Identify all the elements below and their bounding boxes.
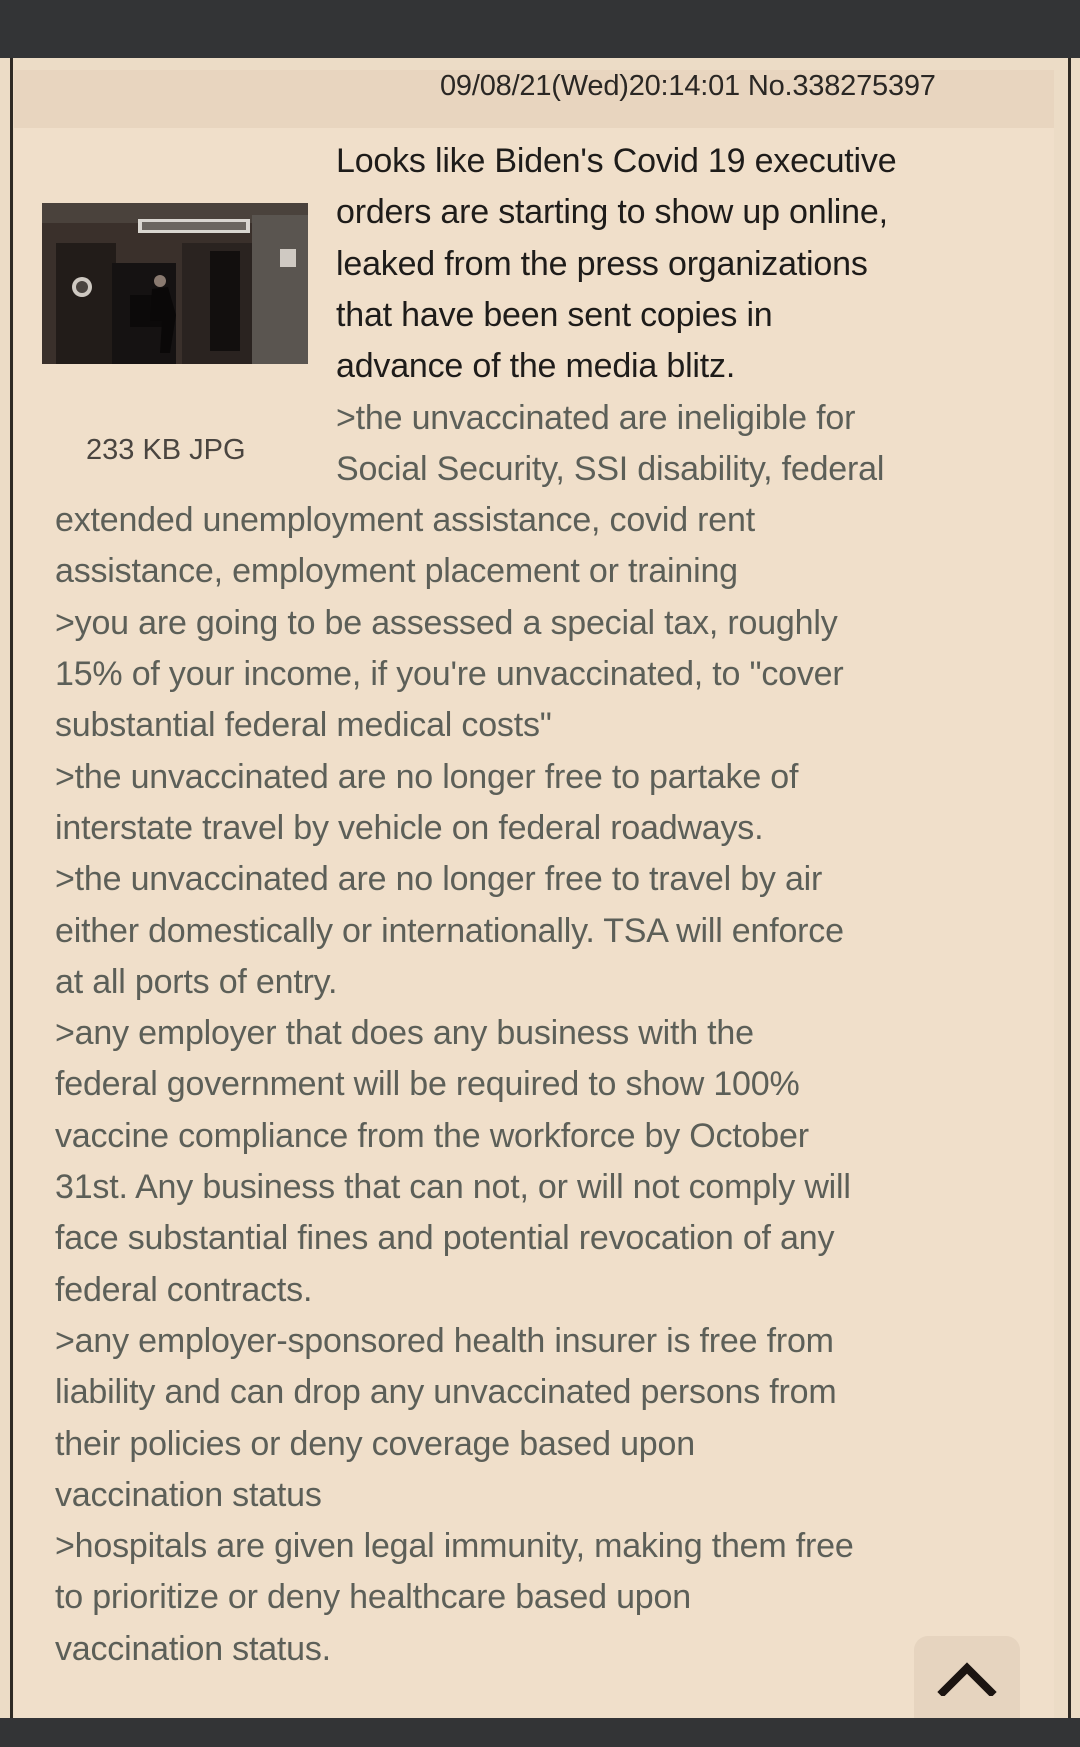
chevron-up-icon (936, 1654, 998, 1696)
post-text-line: orders are starting to show up online, (336, 193, 888, 232)
greentext-line: >any employer-sponsored health insurer is free from (55, 1321, 834, 1360)
greentext-line: liability and can drop any unvaccinated persons from (55, 1373, 837, 1412)
post-text-line: that have been sent copies in (336, 295, 773, 334)
greentext-line: assistance, employment placement or training (55, 552, 738, 591)
greentext-line: to prioritize or deny healthcare based upon (55, 1578, 691, 1617)
greentext-line: face substantial fines and potential revocation of any (55, 1219, 835, 1258)
navigation-bar (0, 1718, 1080, 1747)
greentext-line: federal government will be required to show 100% (55, 1065, 800, 1104)
greentext-line: vaccine compliance from the workforce by October (55, 1116, 809, 1155)
greentext-line: vaccination status (55, 1475, 322, 1514)
status-bar (0, 0, 1080, 58)
post-text-line: leaked from the press organizations (336, 244, 868, 283)
greentext-line: >hospitals are given legal immunity, making them free (55, 1527, 854, 1566)
post-border-left (10, 58, 13, 1718)
greentext-line: Social Security, SSI disability, federal (336, 449, 885, 488)
scroll-to-top-button[interactable] (914, 1636, 1020, 1718)
greentext-line: substantial federal medical costs" (55, 706, 552, 745)
greentext-line: >any employer that does any business with the (55, 1014, 754, 1053)
greentext-line: >you are going to be assessed a special tax, roughly (55, 603, 838, 642)
post-text-line: Looks like Biden's Covid 19 executive (336, 142, 897, 180)
post-text-line: advance of the media blitz. (336, 347, 736, 386)
greentext-line: 15% of your income, if you're unvaccinated, to "cover (55, 655, 844, 693)
greentext-line: >the unvaccinated are ineligible for (336, 398, 856, 437)
greentext-line: >the unvaccinated are no longer free to travel by air (55, 860, 823, 899)
greentext-line: at all ports of entry. (55, 962, 338, 1001)
greentext-line: >the unvaccinated are no longer free to partake of (55, 757, 799, 796)
photo-thumbnail-icon (42, 203, 308, 364)
greentext-line: vaccination status. (55, 1629, 331, 1668)
file-info: 233 KB JPG (86, 434, 246, 466)
greentext-line: federal contracts. (55, 1270, 313, 1309)
greentext-line: extended unemployment assistance, covid rent (55, 501, 755, 540)
post-meta[interactable]: 09/08/21(Wed)20:14:01 No.338275397 (440, 70, 936, 102)
post-border-right (1068, 58, 1071, 1718)
greentext-line: either domestically or internationally. TSA will enforce (55, 911, 844, 950)
greentext-line: 31st. Any business that can not, or will not comply will (55, 1168, 851, 1206)
post-thumbnail[interactable] (42, 203, 308, 364)
greentext-line: their policies or deny coverage based upon (55, 1424, 695, 1463)
greentext-line: interstate travel by vehicle on federal roadways. (55, 808, 764, 847)
